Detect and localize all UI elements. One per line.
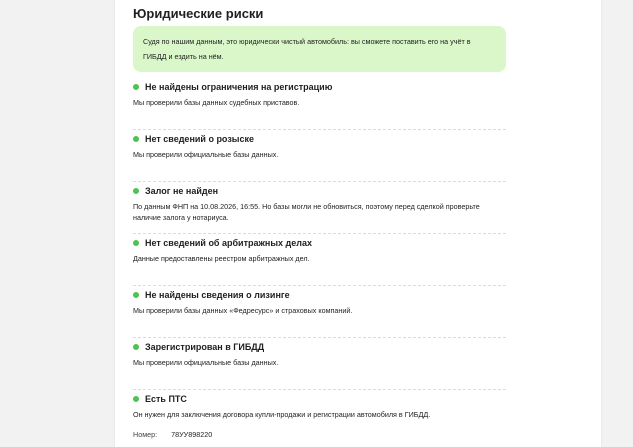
check-title: Зарегистрирован в ГИБДД — [145, 342, 265, 352]
status-ok-icon — [133, 136, 139, 142]
check-item-registration — [133, 78, 506, 130]
check-description: Мы проверили официальные базы данных. — [133, 358, 279, 367]
status-ok-icon — [133, 292, 139, 298]
pts-number-value: 78УУ898220 — [171, 430, 213, 439]
check-item-pts — [133, 390, 506, 441]
section-title: Юридические риски — [133, 6, 264, 21]
check-description: Он нужен для заключения договора купли-продажи и регистрации автомобиля в ГИБДД. — [133, 410, 431, 419]
check-title: Нет сведений о розыске — [145, 134, 254, 144]
check-title: Не найдены сведения о лизинге — [145, 290, 290, 300]
check-description: Мы проверили базы данных «Федресурс» и страховых компаний. — [133, 306, 353, 315]
check-item-leasing — [133, 286, 506, 338]
legal-risks-card — [115, 0, 601, 447]
status-ok-icon — [133, 396, 139, 402]
check-title: Не найдены ограничения на регистрацию — [145, 82, 333, 92]
check-item-pledge — [133, 182, 506, 234]
status-ok-icon — [133, 344, 139, 350]
pts-number-row — [133, 430, 212, 439]
check-title: Залог не найден — [145, 186, 219, 196]
check-title: Нет сведений об арбитражных делах — [145, 238, 312, 248]
pts-number-label: Номер: — [133, 430, 158, 439]
notice-text: Судя по нашим данным, это юридически чистый автомобиль: вы сможете поставить его на учёт в ГИБДД и ездить на нём. — [143, 37, 471, 61]
check-item-wanted — [133, 130, 506, 182]
check-description: По данным ФНП на 10.08.2026, 16:55. Но базы могли не обновиться, поэтому перед сделкой проверьте наличие залога у нотариуса. — [133, 202, 480, 222]
check-title: Есть ПТС — [145, 394, 187, 404]
status-ok-icon — [133, 84, 139, 90]
check-description: Данные предоставлены реестром арбитражных дел. — [133, 254, 310, 263]
check-description: Мы проверили официальные базы данных. — [133, 150, 279, 159]
status-ok-icon — [133, 240, 139, 246]
checks-list — [133, 78, 506, 441]
status-ok-icon — [133, 188, 139, 194]
clean-car-notice — [133, 26, 506, 72]
check-item-gibdd — [133, 338, 506, 390]
check-item-arbitration — [133, 234, 506, 286]
check-description: Мы проверили базы данных судебных приставов. — [133, 98, 300, 107]
